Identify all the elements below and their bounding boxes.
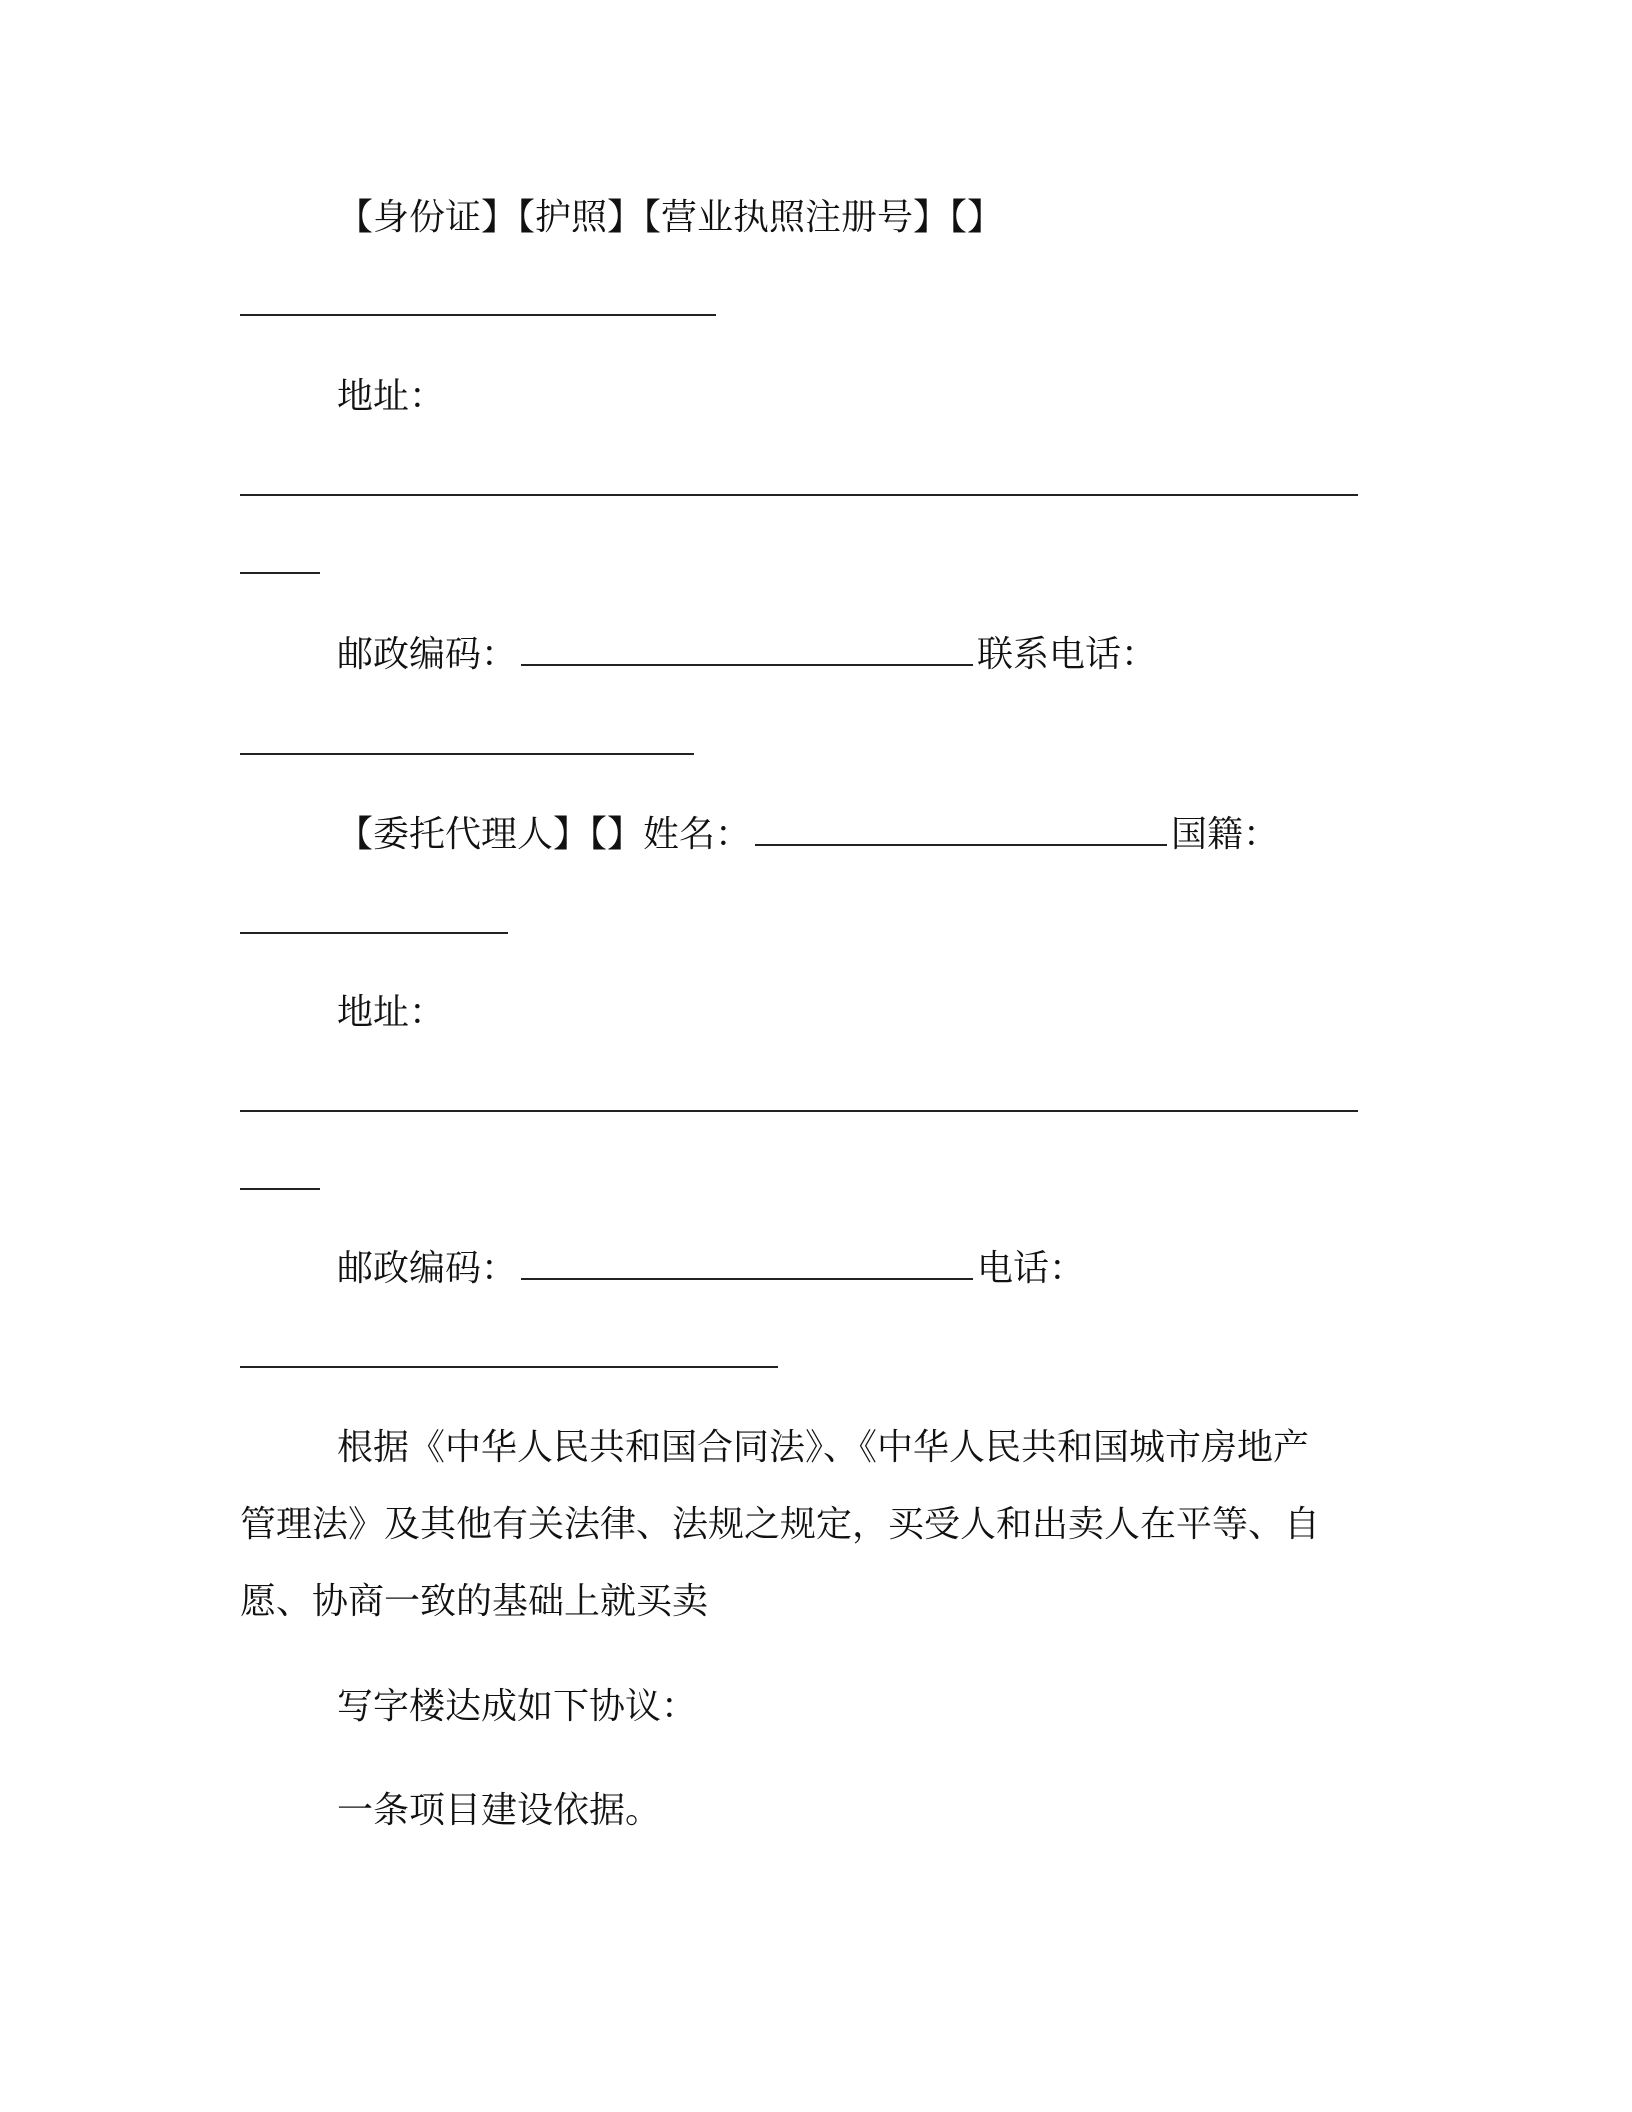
postal-code-blank-2 <box>521 1248 973 1280</box>
postal-code-blank-1 <box>521 634 973 666</box>
article-one-heading: 一条项目建设依据。 <box>337 1790 662 1831</box>
agreement-line: 写字楼达成如下协议： <box>337 1686 698 1727</box>
postal-code-label-2: 邮政编码： <box>337 1248 518 1289</box>
postal-code-label-1: 邮政编码： <box>337 634 518 675</box>
agent-name-blank <box>755 814 1167 846</box>
address-blank-rule-2b <box>240 1188 320 1190</box>
id-types-line: 【身份证】【护照】【营业执照注册号】【】 <box>337 197 1004 238</box>
phone-blank-rule <box>240 1366 778 1368</box>
contact-phone-label: 联系电话： <box>977 634 1158 675</box>
nationality-blank-rule <box>240 932 508 934</box>
phone-label: 电话： <box>977 1248 1086 1289</box>
agent-line <box>337 811 1279 859</box>
address-label-2: 地址： <box>337 992 446 1033</box>
contact-phone-blank-rule <box>240 753 694 755</box>
basis-paragraph-line-3: 愿、协商一致的基础上就买卖 <box>240 1581 709 1622</box>
postal-phone-line-2 <box>337 1245 1085 1293</box>
address-blank-rule-2a <box>240 1110 1358 1112</box>
address-blank-rule-1b <box>240 572 320 574</box>
address-label-1: 地址： <box>337 376 446 417</box>
address-blank-rule-1a <box>240 494 1358 496</box>
nationality-label: 国籍： <box>1171 814 1280 855</box>
basis-paragraph-line-2: 管理法》及其他有关法律、法规之规定，买受人和出卖人在平等、自 <box>240 1504 1321 1545</box>
agent-name-label: 【委托代理人】【】姓名： <box>337 814 752 855</box>
id-number-blank-rule <box>240 314 716 316</box>
postal-contact-line-1 <box>337 631 1157 679</box>
basis-paragraph-line-1: 根据《中华人民共和国合同法》、《中华人民共和国城市房地产 <box>337 1427 1310 1468</box>
